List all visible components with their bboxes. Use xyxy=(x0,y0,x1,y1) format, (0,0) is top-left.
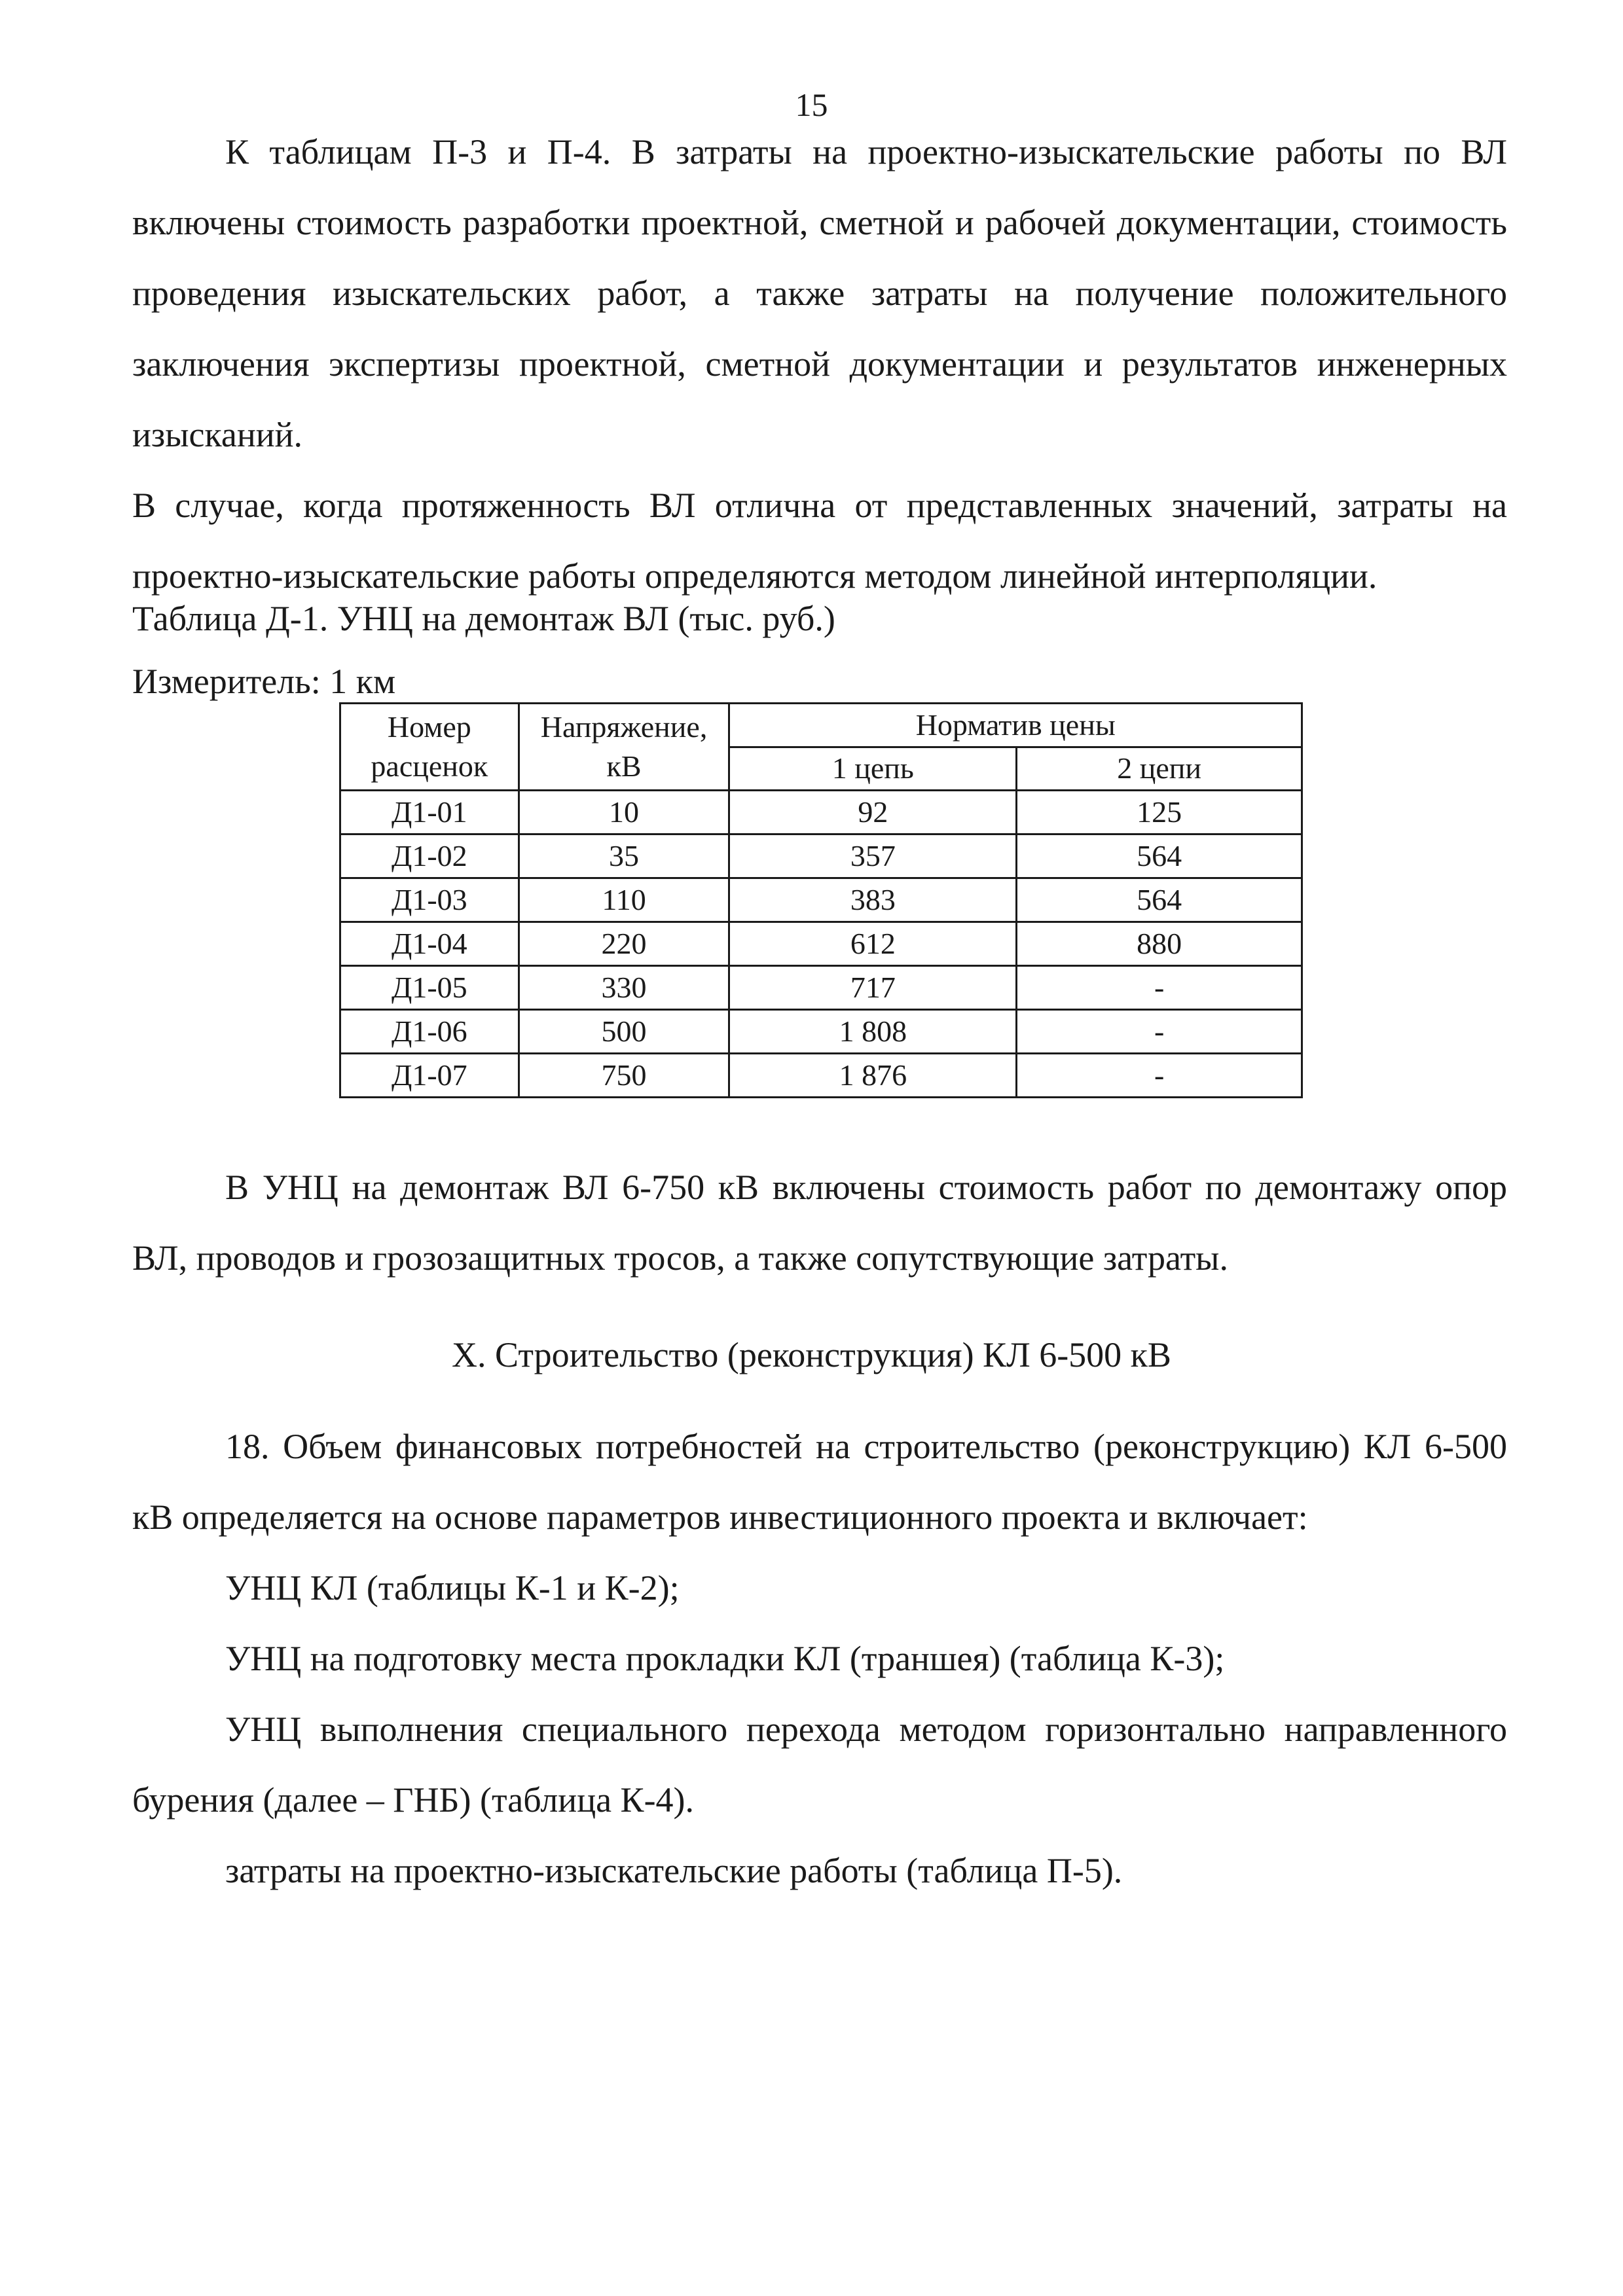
cell-circuit-2: 564 xyxy=(1017,878,1302,922)
header-code-line2: расценок xyxy=(371,749,488,783)
header-voltage-line2: кВ xyxy=(606,749,642,783)
cell-voltage: 750 xyxy=(519,1054,729,1098)
table-row xyxy=(340,791,1302,834)
cell-circuit-1: 92 xyxy=(729,791,1017,834)
cell-circuit-2: - xyxy=(1017,966,1302,1010)
table-unit: Измеритель: 1 км xyxy=(132,662,396,701)
intro-section xyxy=(132,117,1507,611)
cell-circuit-1: 612 xyxy=(729,922,1017,966)
intro-paragraph-1: К таблицам П-3 и П-4. В затраты на проектно-изыскательские работы по ВЛ включены стоимость разработки проектной, сметной и рабочей документации, стоимость проведения изыскательских работ, а также затраты на получение положительного заключения экспертизы проектной, сметной документации и результатов инженерных изысканий. xyxy=(132,132,1507,454)
cell-voltage: 35 xyxy=(519,834,729,878)
cell-circuit-1: 1 876 xyxy=(729,1054,1017,1098)
price-table xyxy=(339,702,1303,1098)
cell-circuit-2: - xyxy=(1017,1010,1302,1054)
cell-voltage: 500 xyxy=(519,1010,729,1054)
item-18-intro: 18. Объем финансовых потребностей на строительство (реконструкцию) КЛ 6-500 кВ определяется на основе параметров инвестиционного проекта и включает: xyxy=(132,1427,1507,1537)
header-voltage xyxy=(519,704,729,791)
cell-code: Д1-03 xyxy=(340,878,519,922)
cell-circuit-1: 357 xyxy=(729,834,1017,878)
cell-circuit-2: 125 xyxy=(1017,791,1302,834)
header-circuit-2: 2 цепи xyxy=(1017,747,1302,791)
cell-circuit-2: 564 xyxy=(1017,834,1302,878)
header-voltage-line1: Напряжение, xyxy=(540,710,708,744)
cell-code: Д1-02 xyxy=(340,834,519,878)
cell-code: Д1-04 xyxy=(340,922,519,966)
table-row xyxy=(340,1054,1302,1098)
list-item: затраты на проектно-изыскательские работы (таблица П-5). xyxy=(225,1851,1123,1890)
cell-code: Д1-07 xyxy=(340,1054,519,1098)
table-row xyxy=(340,922,1302,966)
cell-circuit-2: 880 xyxy=(1017,922,1302,966)
header-norm: Норматив цены xyxy=(729,704,1302,747)
cell-circuit-1: 717 xyxy=(729,966,1017,1010)
cell-circuit-2: - xyxy=(1017,1054,1302,1098)
page-number: 15 xyxy=(795,86,828,123)
list-item: УНЦ на подготовку места прокладки КЛ (траншея) (таблица К-3); xyxy=(225,1639,1225,1678)
intro-paragraph-2: В случае, когда протяженность ВЛ отлична от представленных значений, затраты на проектно-изыскательские работы определяются методом линейной интерполяции. xyxy=(132,486,1507,596)
cell-voltage: 10 xyxy=(519,791,729,834)
cell-voltage: 330 xyxy=(519,966,729,1010)
cell-circuit-1: 383 xyxy=(729,878,1017,922)
list-item: УНЦ выполнения специального перехода методом горизонтально направленного бурения (далее – ГНБ) (таблица К-4). xyxy=(132,1710,1507,1820)
header-code-line1: Номер xyxy=(387,710,471,744)
cell-circuit-1: 1 808 xyxy=(729,1010,1017,1054)
cell-code: Д1-01 xyxy=(340,791,519,834)
cell-code: Д1-05 xyxy=(340,966,519,1010)
table-row xyxy=(340,966,1302,1010)
list-item: УНЦ КЛ (таблицы К-1 и К-2); xyxy=(225,1568,680,1607)
table-row xyxy=(340,878,1302,922)
cell-voltage: 220 xyxy=(519,922,729,966)
demontage-section xyxy=(132,1152,1507,1293)
item-18-section xyxy=(132,1411,1507,1906)
demontage-note: В УНЦ на демонтаж ВЛ 6-750 кВ включены стоимость работ по демонтажу опор ВЛ, проводов и грозозащитных тросов, а также сопутствующие затраты. xyxy=(132,1168,1507,1278)
cell-voltage: 110 xyxy=(519,878,729,922)
cell-code: Д1-06 xyxy=(340,1010,519,1054)
section-heading: X. Строительство (реконструкция) КЛ 6-500 кВ xyxy=(452,1335,1171,1374)
table-row xyxy=(340,1010,1302,1054)
table-row xyxy=(340,834,1302,878)
table-caption: Таблица Д-1. УНЦ на демонтаж ВЛ (тыс. руб.) xyxy=(132,599,835,638)
header-code xyxy=(340,704,519,791)
header-circuit-1: 1 цепь xyxy=(729,747,1017,791)
